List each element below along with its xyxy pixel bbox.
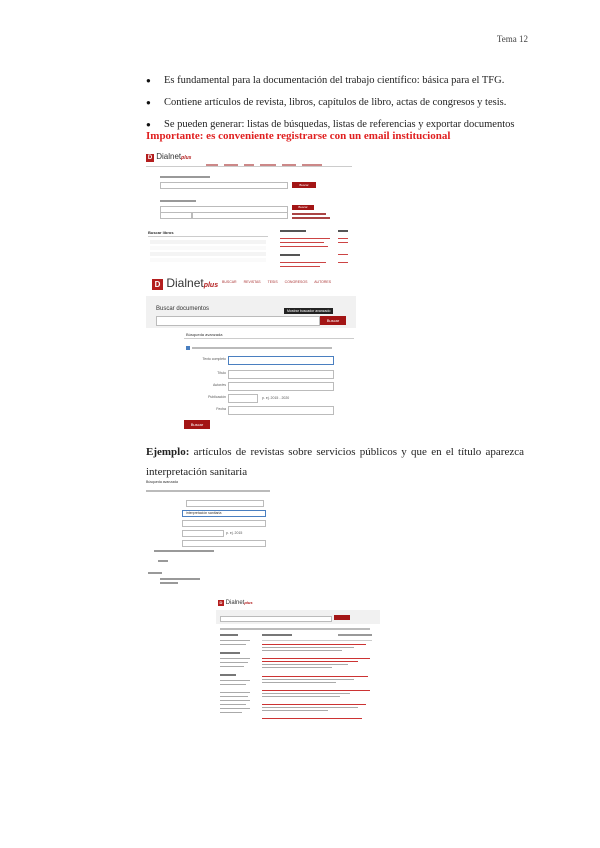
advanced-title: Búsqueda avanzada [186,332,223,337]
search-button[interactable]: Buscar [292,182,316,188]
search-button[interactable]: Buscar [320,316,346,325]
form-title: Búsqueda avanzada [146,480,178,484]
field-label: Publicación [208,395,226,399]
results-search-button[interactable] [334,615,350,620]
dialnet-logo: D Dialnetplus [147,152,192,161]
bullet-item: ● Es fundamental para la documentación del trabajo científico: básica para el TFG. [146,70,536,92]
date-field[interactable] [182,540,266,547]
section-title: Buscar libros [148,230,174,235]
search-input[interactable] [160,182,288,189]
field-label: Autor/es [212,383,226,387]
nav-item[interactable]: TESIS [267,280,278,284]
fulltext-field[interactable] [186,500,264,507]
date-hint: p. ej. 2015 - 2020 [262,396,290,400]
nav-item[interactable]: REVISTAS [243,280,261,284]
title-field[interactable] [228,370,334,379]
submit-button[interactable]: Buscar [184,420,210,429]
author-field[interactable] [228,382,334,391]
title-field-value: interpretación sanitaria [186,511,222,515]
nav-item[interactable]: BUSCAR [222,280,237,284]
search-input[interactable] [156,316,320,326]
example-paragraph [146,442,524,482]
dialnet-logo: D Dialnetplus [219,600,253,606]
nav-bar [222,280,331,284]
dialnet-logo: D Dialnetplus [152,276,218,290]
field-label: Título [217,371,226,375]
example-text: artículos de revistas sobre servicios públicos y que en el título aparezca interpretación sanitaria [146,446,524,478]
example-label: Ejemplo: [146,446,190,458]
publication-field[interactable] [182,530,224,537]
bullet-item: ● Contiene artículos de revista, libros, capítulos de libro, actas de congresos y tesis. [146,92,536,114]
author-field[interactable] [182,520,266,527]
screenshot-advanced-search [146,272,356,432]
nav-item[interactable]: CONGRESOS [284,280,308,284]
filter-input[interactable] [192,212,288,219]
bullet-item: ● Se pueden generar: listas de búsquedas, listas de referencias y exportar documentos [146,114,536,136]
filter-select[interactable] [160,212,192,219]
screenshot-example-search [146,480,270,588]
secondary-button[interactable]: Buscar [292,205,314,210]
search-label: Buscar documentos [156,306,210,312]
tooltip: Mostrar buscador avanzado [284,308,333,314]
text-field[interactable] [228,356,334,365]
important-note: Importante: es conveniente registrarse con un email institucional [146,130,451,142]
field-label: Fecha [216,407,226,411]
page-header-label: Tema 12 [496,34,528,44]
field-label: Texto completo [202,357,226,361]
date-field[interactable] [228,406,334,415]
date-hint: p. ej. 2015 [226,531,243,535]
bullet-list [146,70,536,136]
screenshot-dialnet-home [146,150,352,274]
nav-item[interactable]: AUTORES [314,280,332,284]
results-search-input[interactable] [220,616,332,622]
screenshot-results [216,598,380,726]
publication-field[interactable] [228,394,258,403]
